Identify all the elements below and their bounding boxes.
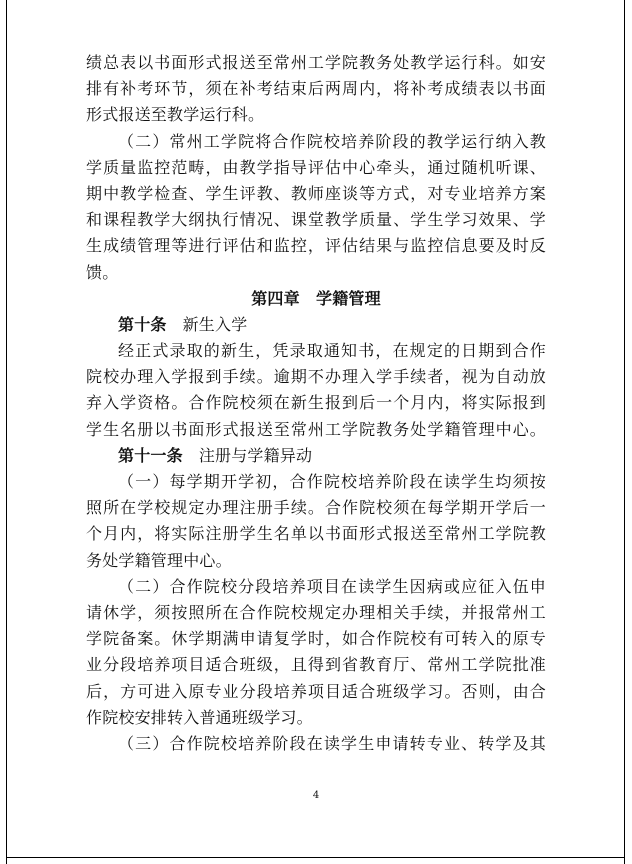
text-line: 弃入学资格。合作院校须在新生报到后一个月内，将实际报到 (86, 393, 546, 413)
text-line: 排有补考环节，须在补考结束后两周内，将补考成绩表以书面 (86, 79, 546, 99)
article-title: 第十条 (118, 314, 167, 334)
text-line: 形式报送至教学运行科。 (86, 105, 265, 125)
text-line: 个月内，将实际注册学生名单以书面形式报送至常州工学院教 (86, 524, 546, 544)
article-heading (86, 443, 546, 469)
text-line: 学院备案。休学期满申请复学时，如合作院校有可转入的原专 (86, 629, 546, 649)
page-number: 4 (312, 790, 320, 801)
page-border-bottom (6, 857, 625, 858)
page-border-left (6, 0, 7, 864)
document-body (86, 50, 546, 757)
article-subtitle: 新生入学 (182, 314, 248, 334)
text-line: 生成绩管理等进行评估和监控，评估结果与监控信息要及时反 (86, 236, 546, 256)
text-line: （二）合作院校分段培养项目在读学生因病或应征入伍申 (118, 576, 546, 596)
text-line: 务处学籍管理中心。 (86, 550, 232, 570)
text-line: 绩总表以书面形式报送至常州工学院教务处教学运行科。如安 (86, 53, 546, 72)
article-heading (86, 312, 546, 338)
text-line: （三）合作院校培养阶段在读学生申请转专业、转学及其 (118, 733, 546, 753)
text-line: 照所在学校规定办理注册手续。合作院校须在每学期开学后一 (86, 498, 546, 518)
page-border-right (624, 0, 625, 864)
text-line: 请休学，须按照所在合作院校规定办理相关手续，并报常州工 (86, 602, 546, 622)
text-line: （二）常州工学院将合作院校培养阶段的教学运行纳入教 (118, 131, 546, 151)
article-title: 第十一条 (118, 445, 183, 465)
text-line: 作院校安排转入普通班级学习。 (86, 707, 313, 727)
text-line: 期中教学检查、学生评教、教师座谈等方式，对专业培养方案 (86, 183, 546, 203)
text-line: 后，方可进入原专业分段培养项目适合班级学习。否则，由合 (86, 681, 546, 701)
article-subtitle: 注册与学籍异动 (198, 445, 313, 465)
text-line: 业分段培养项目适合班级，且得到省教育厅、常州工学院批准 (86, 655, 546, 675)
text-line: 学质量监控范畴，由教学指导评估中心牵头，通过随机听课、 (86, 157, 546, 177)
chapter-heading: 第四章 学籍管理 (251, 288, 381, 308)
text-line: 院校办理入学报到手续。逾期不办理入学手续者，视为自动放 (86, 367, 546, 387)
text-line: 经正式录取的新生，凭录取通知书，在规定的日期到合作 (118, 341, 546, 361)
text-line: 馈。 (86, 262, 119, 282)
text-line: 和课程教学大纲执行情况、课堂教学质量、学生学习效果、学 (86, 210, 546, 230)
text-line: 学生名册以书面形式报送至常州工学院教务处学籍管理中心。 (86, 419, 546, 439)
text-line: （一）每学期开学初，合作院校培养阶段在读学生均须按 (118, 472, 546, 491)
